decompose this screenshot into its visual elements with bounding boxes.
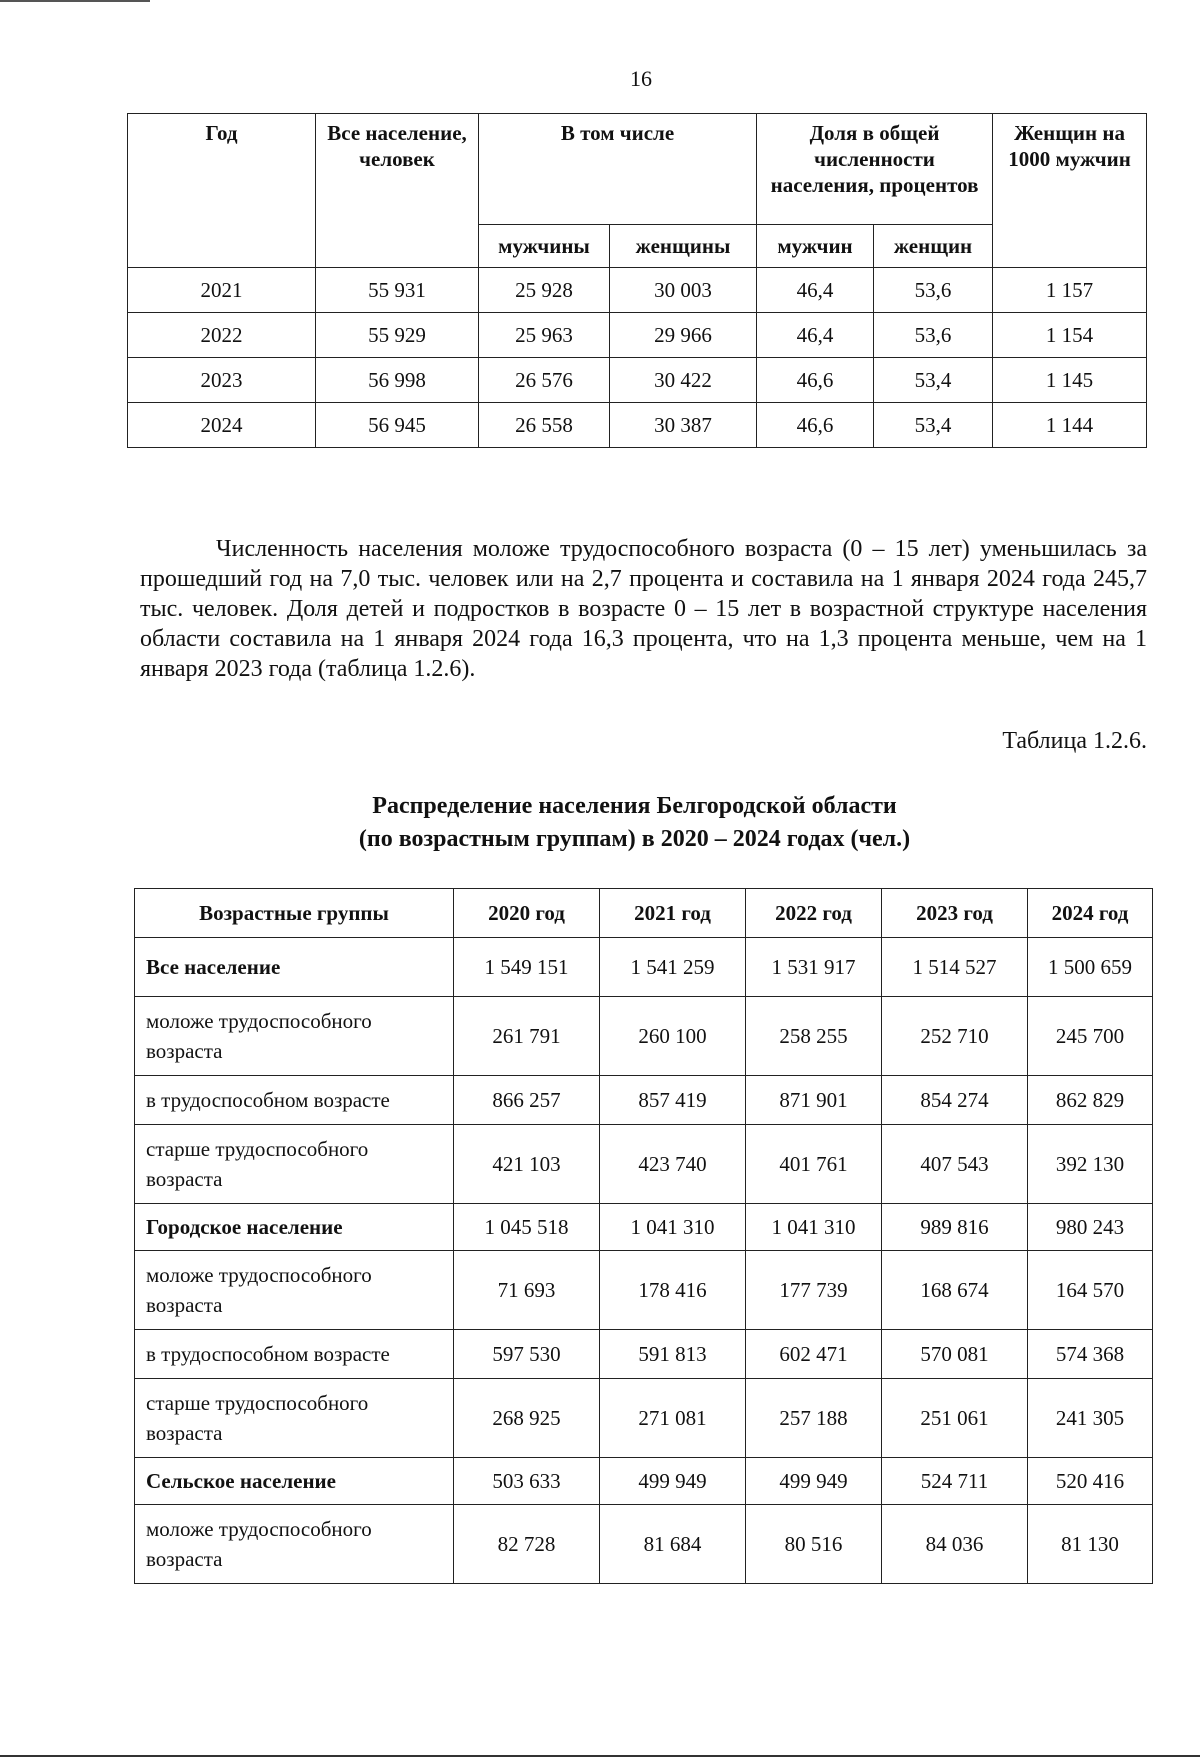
body-paragraph: Численность населения моложе трудоспособного возраста (0 – 15 лет) уменьшилась за прошедший год на 7,0 тыс. человек или на 2,7 процента и составила на 1 января 2024 года 245,7 тыс. человек. Доля детей и подростков в возрасте 0 – 15 лет в возрастной структуре населения области составила на 1 января 2024 года 16,3 процента, что на 1,3 процента меньше, чем на 1 января 2023 года (таблица 1.2.6). — [140, 536, 1147, 682]
cell-ratio: 1 154 — [993, 313, 1147, 358]
cell-value: 257 188 — [746, 1379, 882, 1458]
cell-value: 251 061 — [882, 1379, 1028, 1458]
cell-value: 81 684 — [600, 1505, 746, 1584]
cell-women: 29 966 — [610, 313, 757, 358]
cell-value: 597 530 — [454, 1330, 600, 1379]
header-year-2022: 2022 год — [746, 889, 882, 938]
table-row — [135, 997, 1153, 1076]
cell-women-share: 53,4 — [874, 358, 993, 403]
cell-value: 164 570 — [1028, 1251, 1153, 1330]
age-group-table — [134, 888, 1153, 1584]
cell-value: 871 901 — [746, 1076, 882, 1125]
cell-value: 1 531 917 — [746, 938, 882, 997]
cell-value: 1 549 151 — [454, 938, 600, 997]
table-row — [128, 358, 1147, 403]
cell-value: 591 813 — [600, 1330, 746, 1379]
table-reference: Таблица 1.2.6. — [1002, 728, 1147, 754]
header-age-groups: Возрастные группы — [135, 889, 454, 938]
bottom-edge-line — [0, 1755, 1200, 1757]
cell-age-group: в трудоспособном возрасте — [135, 1330, 454, 1379]
cell-value: 989 816 — [882, 1204, 1028, 1251]
age-group-table-header — [135, 889, 1153, 938]
header-total-population: Все население, человек — [316, 114, 479, 268]
cell-year: 2024 — [128, 403, 316, 448]
table-row — [135, 1076, 1153, 1125]
cell-value: 499 949 — [746, 1458, 882, 1505]
cell-age-group: Все население — [135, 938, 454, 997]
cell-value: 1 541 259 — [600, 938, 746, 997]
cell-value: 271 081 — [600, 1379, 746, 1458]
cell-women-share: 53,6 — [874, 313, 993, 358]
header-women-share: женщин — [874, 225, 993, 268]
header-share: Доля в общей численности населения, процентов — [757, 114, 993, 225]
cell-value: 421 103 — [454, 1125, 600, 1204]
cell-value: 499 949 — [600, 1458, 746, 1505]
cell-men-share: 46,6 — [757, 358, 874, 403]
cell-value: 260 100 — [600, 997, 746, 1076]
cell-value: 980 243 — [1028, 1204, 1153, 1251]
cell-men: 25 928 — [479, 268, 610, 313]
cell-value: 261 791 — [454, 997, 600, 1076]
cell-value: 423 740 — [600, 1125, 746, 1204]
cell-value: 570 081 — [882, 1330, 1028, 1379]
cell-value: 1 045 518 — [454, 1204, 600, 1251]
cell-age-group: моложе трудоспособного возраста — [135, 1251, 454, 1330]
cell-women: 30 422 — [610, 358, 757, 403]
cell-value: 1 041 310 — [746, 1204, 882, 1251]
cell-total: 56 998 — [316, 358, 479, 403]
cell-ratio: 1 144 — [993, 403, 1147, 448]
cell-value: 258 255 — [746, 997, 882, 1076]
cell-men: 26 576 — [479, 358, 610, 403]
header-women: женщины — [610, 225, 757, 268]
table-title — [127, 790, 1200, 856]
population-gender-table — [127, 113, 1147, 448]
cell-value: 401 761 — [746, 1125, 882, 1204]
table-row — [128, 268, 1147, 313]
cell-value: 245 700 — [1028, 997, 1153, 1076]
cell-value: 268 925 — [454, 1379, 600, 1458]
cell-value: 602 471 — [746, 1330, 882, 1379]
cell-value: 84 036 — [882, 1505, 1028, 1584]
cell-men-share: 46,6 — [757, 403, 874, 448]
header-men: мужчины — [479, 225, 610, 268]
cell-age-group: старше трудоспособного возраста — [135, 1125, 454, 1204]
table-row — [135, 1330, 1153, 1379]
cell-value: 392 130 — [1028, 1125, 1153, 1204]
cell-value: 168 674 — [882, 1251, 1028, 1330]
table-row-total — [135, 1458, 1153, 1505]
header-year-2023: 2023 год — [882, 889, 1028, 938]
cell-value: 82 728 — [454, 1505, 600, 1584]
cell-value: 241 305 — [1028, 1379, 1153, 1458]
cell-value: 862 829 — [1028, 1076, 1153, 1125]
cell-value: 252 710 — [882, 997, 1028, 1076]
header-year: Год — [128, 114, 316, 268]
top-edge-line — [0, 0, 150, 2]
cell-women: 30 387 — [610, 403, 757, 448]
header-year-2021: 2021 год — [600, 889, 746, 938]
cell-age-group: моложе трудоспособного возраста — [135, 997, 454, 1076]
table-row — [135, 1379, 1153, 1458]
table-title-line-2: (по возрастным группам) в 2020 – 2024 годах (чел.) — [358, 826, 911, 852]
cell-men: 25 963 — [479, 313, 610, 358]
cell-year: 2022 — [128, 313, 316, 358]
cell-ratio: 1 157 — [993, 268, 1147, 313]
cell-value: 1 041 310 — [600, 1204, 746, 1251]
header-year-2024: 2024 год — [1028, 889, 1153, 938]
page-number: 16 — [630, 66, 652, 91]
table-row — [128, 313, 1147, 358]
cell-age-group: Городское население — [135, 1204, 454, 1251]
cell-age-group: моложе трудоспособного возраста — [135, 1505, 454, 1584]
header-including: В том числе — [479, 114, 757, 225]
cell-men: 26 558 — [479, 403, 610, 448]
cell-total: 55 931 — [316, 268, 479, 313]
table-row — [135, 1251, 1153, 1330]
cell-age-group: в трудоспособном возрасте — [135, 1076, 454, 1125]
cell-value: 857 419 — [600, 1076, 746, 1125]
cell-value: 574 368 — [1028, 1330, 1153, 1379]
table-row-total — [135, 938, 1153, 997]
cell-women-share: 53,6 — [874, 268, 993, 313]
cell-value: 71 693 — [454, 1251, 600, 1330]
table-title-line-1: Распределение населения Белгородской области — [372, 793, 897, 819]
cell-total: 56 945 — [316, 403, 479, 448]
cell-age-group: старше трудоспособного возраста — [135, 1379, 454, 1458]
cell-value: 1 500 659 — [1028, 938, 1153, 997]
header-year-2020: 2020 год — [454, 889, 600, 938]
table-row — [128, 403, 1147, 448]
cell-women: 30 003 — [610, 268, 757, 313]
cell-total: 55 929 — [316, 313, 479, 358]
cell-value: 407 543 — [882, 1125, 1028, 1204]
cell-value: 520 416 — [1028, 1458, 1153, 1505]
table-row — [135, 1125, 1153, 1204]
cell-year: 2021 — [128, 268, 316, 313]
cell-value: 81 130 — [1028, 1505, 1153, 1584]
header-men-share: мужчин — [757, 225, 874, 268]
cell-year: 2023 — [128, 358, 316, 403]
table-row — [135, 1505, 1153, 1584]
cell-value: 503 633 — [454, 1458, 600, 1505]
cell-men-share: 46,4 — [757, 313, 874, 358]
cell-value: 177 739 — [746, 1251, 882, 1330]
table-row-total — [135, 1204, 1153, 1251]
cell-value: 524 711 — [882, 1458, 1028, 1505]
cell-value: 866 257 — [454, 1076, 600, 1125]
cell-value: 80 516 — [746, 1505, 882, 1584]
cell-men-share: 46,4 — [757, 268, 874, 313]
cell-ratio: 1 145 — [993, 358, 1147, 403]
cell-women-share: 53,4 — [874, 403, 993, 448]
cell-age-group: Сельское население — [135, 1458, 454, 1505]
cell-value: 178 416 — [600, 1251, 746, 1330]
cell-value: 854 274 — [882, 1076, 1028, 1125]
cell-value: 1 514 527 — [882, 938, 1028, 997]
header-women-per-1000: Женщин на 1000 мужчин — [993, 114, 1147, 268]
